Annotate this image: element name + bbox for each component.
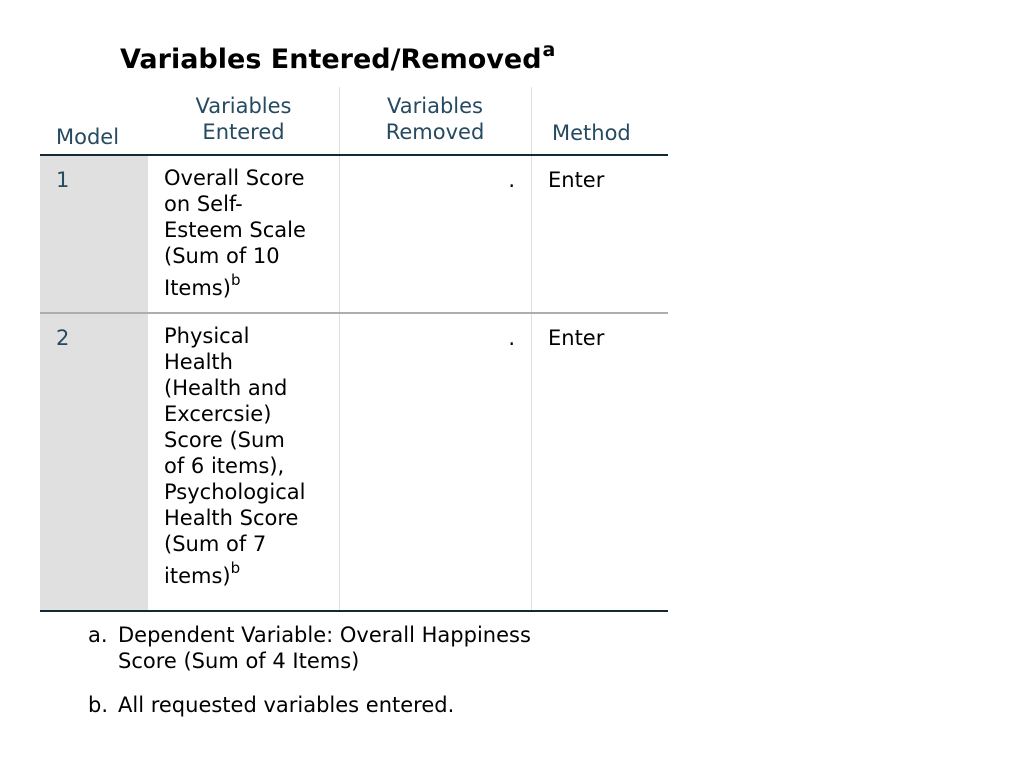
row-1-entered-line: Overall Score <box>164 166 305 190</box>
table-title-footnote-mark: a <box>542 39 556 61</box>
footnote-a <box>88 622 588 674</box>
header-variables-removed-line2: Removed <box>385 120 485 144</box>
row-2-entered-line: Psychological <box>164 480 306 504</box>
row-1-model: 1 <box>56 168 70 192</box>
header-variables-entered <box>148 93 339 145</box>
row-2-entered-line: of 6 items), <box>164 454 285 478</box>
header-variables-removed-line1: Variables <box>387 94 483 118</box>
row-separator <box>40 312 668 314</box>
row-2-model: 2 <box>56 326 70 350</box>
row-1-entered-line: Items) <box>164 276 231 300</box>
row-2-method: Enter <box>548 326 605 350</box>
header-variables-entered-line2: Entered <box>202 120 285 144</box>
header-variables-entered-line1: Variables <box>195 94 292 118</box>
footnote-b-mark: b. <box>88 693 109 717</box>
row-1-entered-line: (Sum of 10 <box>164 244 280 268</box>
footnote-b-text: All requested variables entered. <box>118 693 455 717</box>
header-rule <box>40 154 668 156</box>
row-2-entered-line: Score (Sum <box>164 428 285 452</box>
header-variables-removed <box>339 93 531 145</box>
header-method: Method <box>552 121 631 145</box>
footnote-a-mark: a. <box>88 623 108 647</box>
row-2-entered-line: Excercsie) <box>164 402 272 426</box>
row-1-variables-entered <box>164 165 306 301</box>
row-2-entered-line: items) <box>164 564 231 588</box>
column-divider <box>531 87 532 612</box>
row-2-variables-entered <box>164 323 305 589</box>
row-1-footnote-mark: b <box>230 271 241 289</box>
bottom-rule <box>40 610 668 612</box>
row-2-entered-line: Health Score <box>164 506 299 530</box>
footnote-a-text: Dependent Variable: Overall Happiness Score (Sum of 4 Items) <box>118 623 531 673</box>
row-1-method: Enter <box>548 168 605 192</box>
row-2-variables-removed: . <box>508 326 515 350</box>
table-title <box>120 34 555 78</box>
row-2-entered-line: (Sum of 7 <box>164 532 267 556</box>
row-1-entered-line: Esteem Scale <box>164 218 306 242</box>
row-label-shade <box>40 156 148 612</box>
row-2-footnote-mark: b <box>230 559 241 577</box>
footnote-b <box>88 692 588 718</box>
header-model: Model <box>56 125 120 149</box>
row-2-entered-line: (Health and <box>164 376 288 400</box>
row-2-entered-line: Physical <box>164 324 250 348</box>
table-title-text: Variables Entered/Removed <box>120 44 542 75</box>
row-1-variables-removed: . <box>508 168 515 192</box>
row-2-entered-line: Health <box>164 350 233 374</box>
footnotes <box>88 622 588 736</box>
row-1-entered-line: on Self- <box>164 192 243 216</box>
